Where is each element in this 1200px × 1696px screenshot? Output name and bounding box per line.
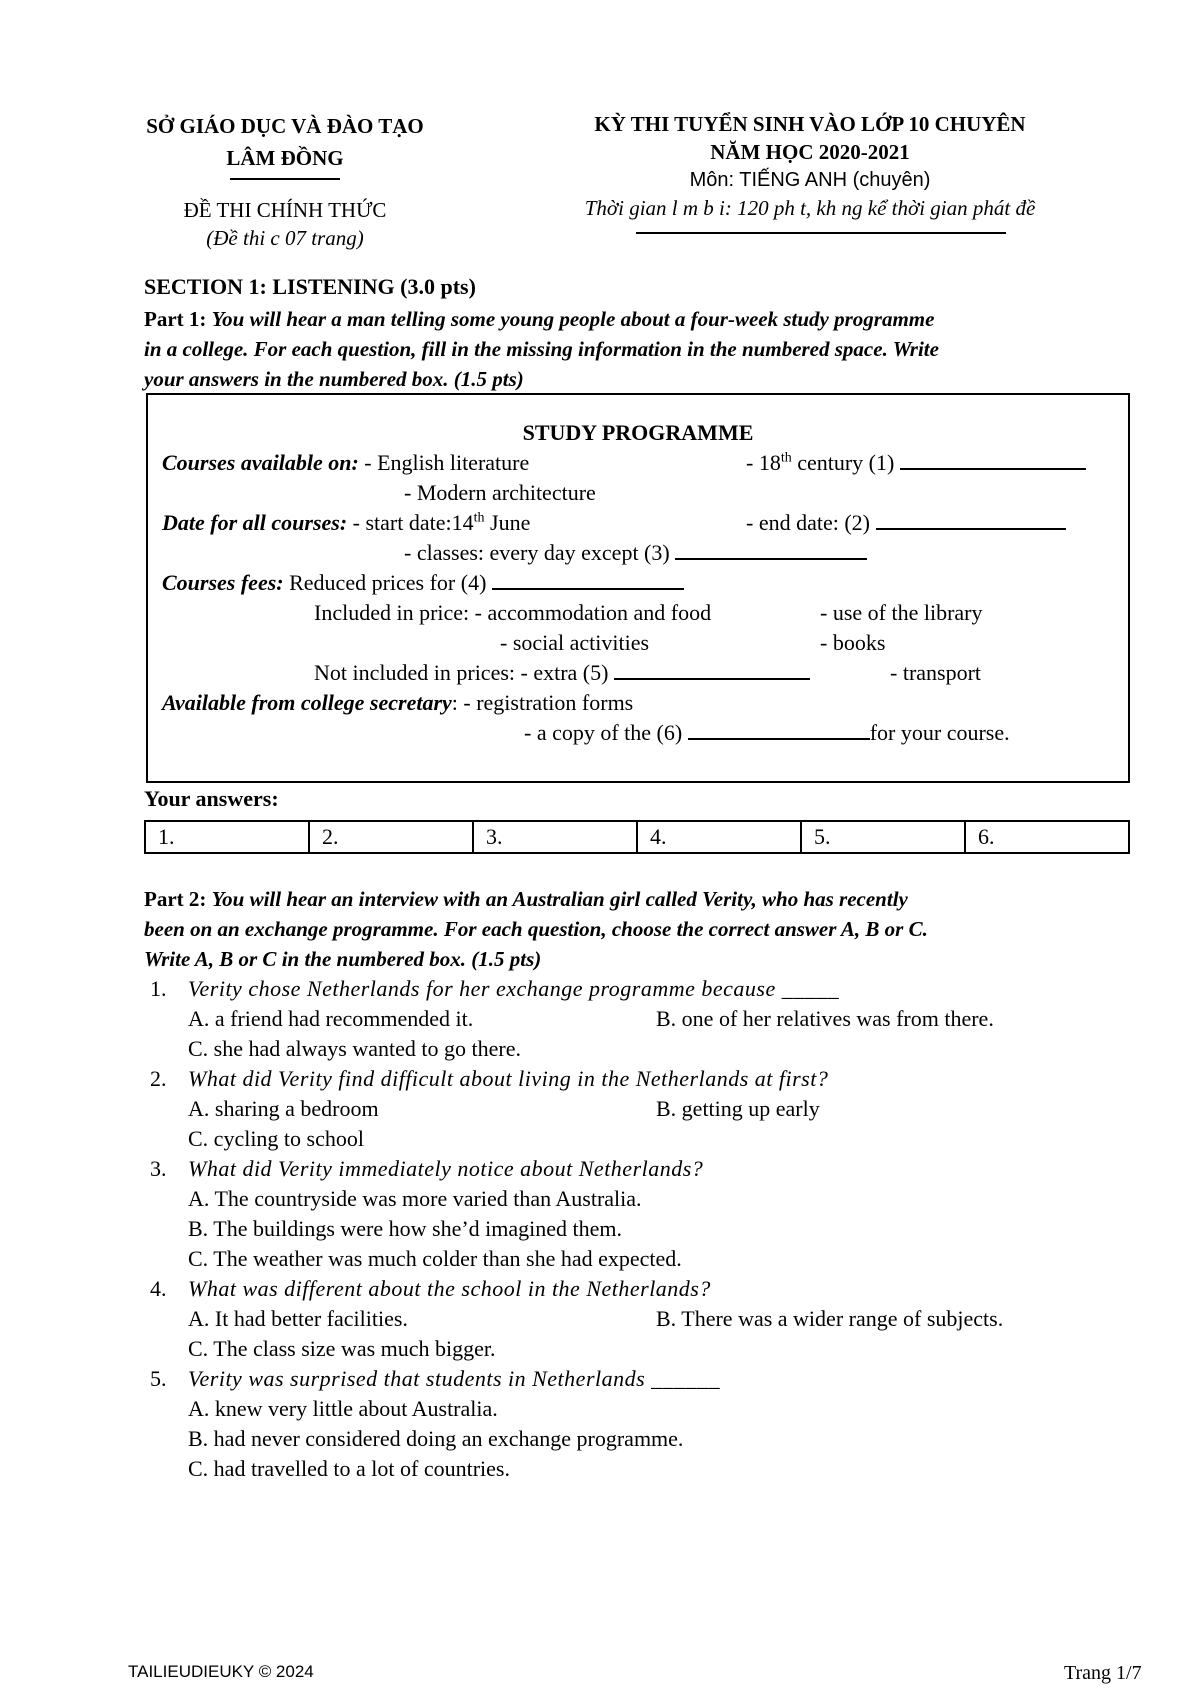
section-title: SECTION 1: LISTENING (3.0 pts) bbox=[144, 274, 476, 299]
subject: Môn: TIẾNG ANH (chuyên) bbox=[689, 169, 931, 191]
part2-label: Part 2: bbox=[144, 887, 207, 911]
header-divider bbox=[230, 178, 340, 180]
school-year: NĂM HỌC 2020-2021 bbox=[710, 140, 910, 164]
part1-line-1: You will hear a man telling some young people about a four-week study programme bbox=[211, 307, 935, 331]
question-2-option-b: B. getting up early bbox=[656, 1096, 820, 1121]
question-5-option-c: C. had travelled to a lot of countries. bbox=[188, 1456, 510, 1481]
answer-cell-5[interactable]: 5. bbox=[802, 822, 966, 852]
start-date-sup: th bbox=[473, 510, 485, 526]
courses-label: Courses available on: bbox=[162, 450, 359, 475]
question-3-number: 3. bbox=[150, 1156, 167, 1181]
course-modern-architecture: - Modern architecture bbox=[404, 480, 596, 505]
answer-cell-1[interactable]: 1. bbox=[146, 822, 310, 852]
answer-cell-4[interactable]: 4. bbox=[638, 822, 802, 852]
part1-label: Part 1: bbox=[144, 307, 207, 331]
fees-text: Reduced prices for (4) bbox=[283, 570, 487, 595]
question-2-option-a: A. sharing a bedroom bbox=[188, 1096, 379, 1121]
part2-line-2: been on an exchange programme. For each question, choose the correct answer A, B or C. bbox=[144, 917, 928, 941]
part1-line-3: your answers in the numbered box. (1.5 pts) bbox=[144, 367, 524, 391]
question-4-number: 4. bbox=[150, 1276, 167, 1301]
blank-6[interactable] bbox=[688, 720, 870, 740]
question-5-text: Verity was surprised that students in Netherlands ______ bbox=[188, 1366, 721, 1391]
part1-instructions bbox=[144, 304, 1144, 394]
course-18th-rest: century (1) bbox=[791, 450, 895, 475]
blank-1[interactable] bbox=[900, 450, 1086, 470]
question-3-option-b: B. The buildings were how she’d imagined them. bbox=[188, 1216, 623, 1241]
question-3-option-a: A. The countryside was more varied than Australia. bbox=[188, 1186, 642, 1211]
included-social: - social activities bbox=[500, 630, 650, 655]
end-date: - end date: (2) bbox=[746, 510, 870, 535]
not-included-text: Not included in prices: - extra (5) bbox=[314, 660, 609, 685]
not-included-transport: - transport bbox=[890, 660, 982, 685]
included-books: - books bbox=[820, 630, 886, 655]
duration: Thời gian l m b i: 120 ph t, kh ng kể thời gian phát đề bbox=[584, 196, 1036, 220]
course-english-literature: - English literature bbox=[358, 450, 530, 475]
blank-5[interactable] bbox=[614, 660, 810, 680]
question-4-option-c: C. The class size was much bigger. bbox=[188, 1336, 496, 1361]
blank-3[interactable] bbox=[675, 540, 867, 560]
footer-page-number: Trang 1/7 bbox=[1064, 1662, 1142, 1684]
available-label: Available from college secretary bbox=[162, 690, 452, 715]
footer-brand: TAILIEUDIEUKY © 2024 bbox=[128, 1662, 314, 1681]
blank-4[interactable] bbox=[492, 570, 684, 590]
included-row: Included in price: - accommodation and food bbox=[314, 600, 712, 625]
classes-row bbox=[404, 540, 867, 566]
available-text: : - registration forms bbox=[451, 690, 634, 715]
question-5-number: 5. bbox=[150, 1366, 167, 1391]
date-label: Date for all courses: bbox=[162, 510, 348, 535]
copy-row bbox=[524, 720, 1010, 746]
answer-cell-6[interactable]: 6. bbox=[978, 824, 995, 849]
courses-row bbox=[162, 450, 529, 476]
question-2-number: 2. bbox=[150, 1066, 167, 1091]
fees-row bbox=[162, 570, 684, 596]
question-1-number: 1. bbox=[150, 976, 167, 1001]
question-1-text: Verity chose Netherlands for her exchange programme because _____ bbox=[188, 976, 840, 1001]
fees-label: Courses fees: bbox=[162, 570, 284, 595]
question-5-option-b: B. had never considered doing an exchange programme. bbox=[188, 1426, 684, 1451]
course-18th-prefix: - 18 bbox=[746, 450, 781, 475]
header-right-underline bbox=[636, 232, 1006, 234]
box-title: STUDY PROGRAMME bbox=[522, 420, 754, 445]
header-right bbox=[520, 110, 1100, 222]
question-3-text: What did Verity immediately notice about Netherlands? bbox=[188, 1156, 704, 1181]
answer-table bbox=[144, 820, 1130, 854]
department-name: SỞ GIÁO DỤC VÀ ĐÀO TẠO bbox=[146, 114, 424, 138]
exam-title: KỲ THI TUYỂN SINH VÀO LỚP 10 CHUYÊN bbox=[594, 112, 1026, 136]
answer-cell-3[interactable]: 3. bbox=[474, 822, 638, 852]
blank-2[interactable] bbox=[876, 510, 1066, 530]
question-4-option-a: A. It had better facilities. bbox=[188, 1306, 408, 1331]
answers-label: Your answers: bbox=[144, 786, 279, 811]
part1-line-2: in a college. For each question, fill in the missing information in the numbered space. Write bbox=[144, 337, 939, 361]
available-row bbox=[162, 690, 633, 716]
not-included-row bbox=[314, 660, 810, 686]
question-4-option-b: B. There was a wider range of subjects. bbox=[656, 1306, 1004, 1331]
question-5-option-a: A. knew very little about Australia. bbox=[188, 1396, 498, 1421]
end-date-row bbox=[746, 510, 1066, 536]
page-count-note: (Đề thi c 07 trang) bbox=[206, 226, 364, 250]
copy-text: - a copy of the (6) bbox=[524, 720, 683, 745]
course-18th-sup: th bbox=[780, 450, 792, 466]
date-row bbox=[162, 510, 530, 536]
official-exam-label: ĐỀ THI CHÍNH THỨC bbox=[183, 198, 387, 222]
classes-text: - classes: every day except (3) bbox=[404, 540, 670, 565]
question-1-option-b: B. one of her relatives was from there. bbox=[656, 1006, 994, 1031]
part2-line-1: You will hear an interview with an Australian girl called Verity, who has recently bbox=[211, 887, 908, 911]
question-1-option-a: A. a friend had recommended it. bbox=[188, 1006, 474, 1031]
part2-instructions bbox=[144, 884, 1144, 974]
question-2-text: What did Verity find difficult about living in the Netherlands at first? bbox=[188, 1066, 829, 1091]
question-2-option-c: C. cycling to school bbox=[188, 1126, 364, 1151]
included-library: - use of the library bbox=[820, 600, 983, 625]
course-18th-century bbox=[746, 450, 1086, 476]
question-3-option-c: C. The weather was much colder than she had expected. bbox=[188, 1246, 682, 1271]
question-1-option-c: C. she had always wanted to go there. bbox=[188, 1036, 521, 1061]
province-name: LÂM ĐỒNG bbox=[226, 146, 344, 170]
copy-rest: for your course. bbox=[869, 720, 1010, 745]
start-date: - start date:14 bbox=[347, 510, 474, 535]
question-4-text: What was different about the school in the Netherlands? bbox=[188, 1276, 711, 1301]
part2-line-3: Write A, B or C in the numbered box. (1.5 pts) bbox=[144, 947, 542, 971]
header-left bbox=[120, 110, 450, 252]
start-date-rest: June bbox=[484, 510, 531, 535]
answer-cell-2[interactable]: 2. bbox=[310, 822, 474, 852]
